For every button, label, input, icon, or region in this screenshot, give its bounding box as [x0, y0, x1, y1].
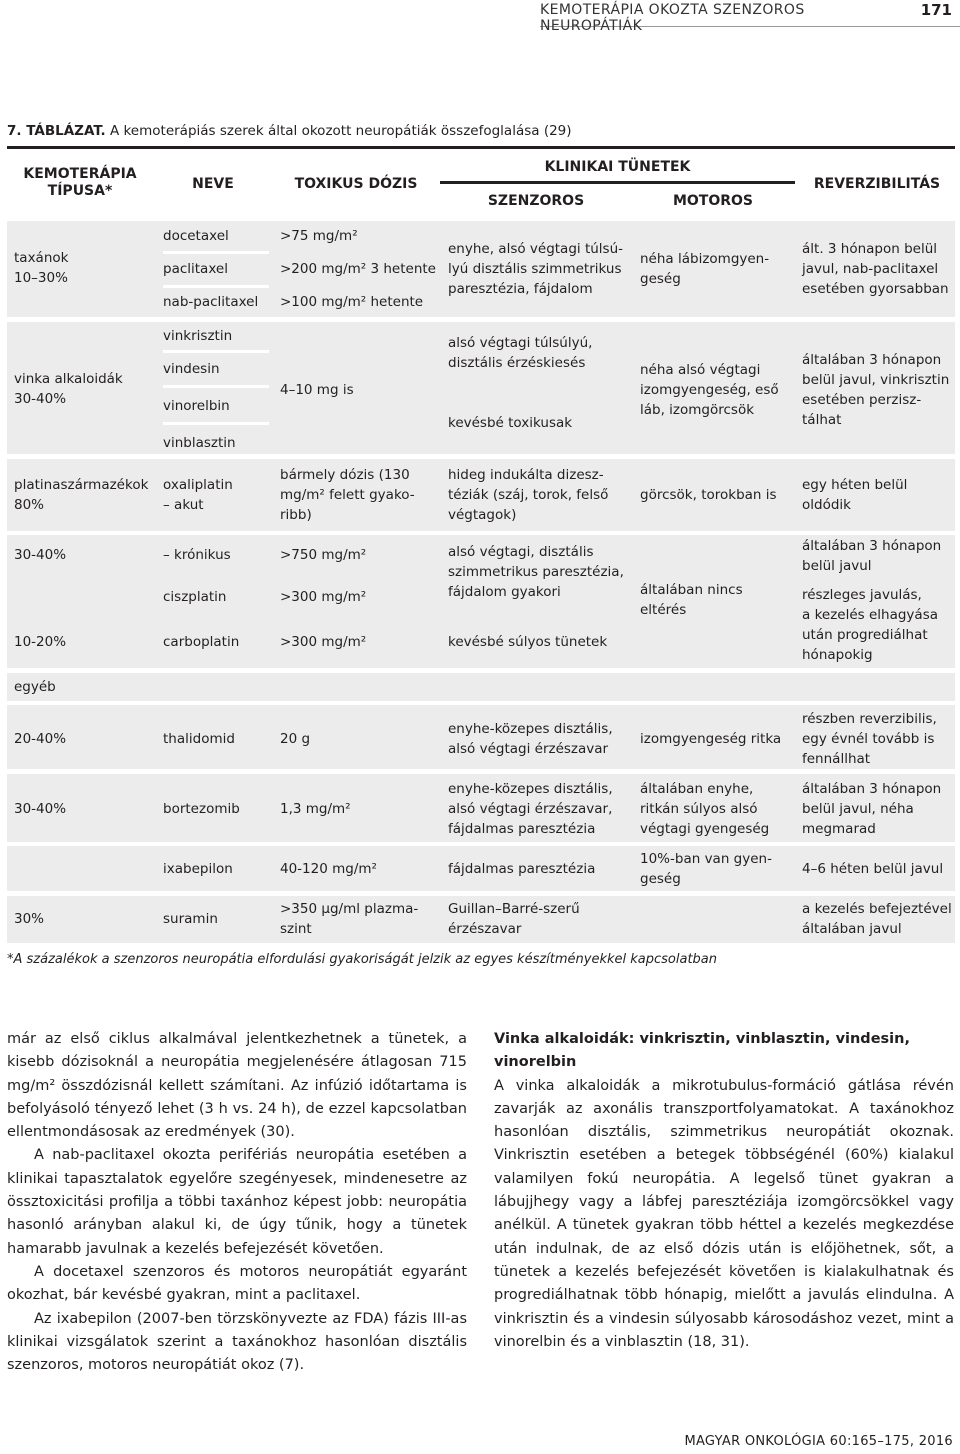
table-caption — [7, 123, 572, 139]
cell-reversibility: általában 3 hónapon belül javul, vinkrisztin esetében perzisz- tálhat — [802, 352, 950, 428]
cell-name: ixabepilon — [163, 861, 233, 877]
cell-type: 10-20% — [14, 634, 67, 650]
cell-motor: általában enyhe, ritkán súlyos alsó végtagi gyengeség — [640, 781, 770, 837]
cell-name: nab-paclitaxel — [163, 294, 259, 310]
cell-sensory: alsó végtagi, disztális szimmetrikus paresztézia, fájdalom gyakori — [448, 544, 624, 600]
table-caption-text: A kemoterápiás szerek által okozott neuropátiák összefoglalása (29) — [105, 123, 572, 139]
header-name: NEVE — [192, 176, 234, 192]
cell-sensory: Guillan–Barré-szerű érzészavar — [448, 901, 580, 937]
cell-sensory: enyhe-közepes disztális, alsó végtagi érzészavar — [448, 721, 613, 757]
cell-name: vinorelbin — [163, 398, 230, 414]
cell-dose: >300 mg/m² — [280, 589, 367, 605]
header-dose: TOXIKUS DÓZIS — [294, 176, 418, 192]
cell-dose: >300 mg/m² — [280, 634, 367, 650]
body-right-column — [494, 1028, 954, 1354]
cell-dose: 20 g — [280, 731, 311, 747]
cell-motor: néha lábizomgyen- geség — [640, 251, 770, 287]
body-paragraph: A docetaxel szenzoros és motoros neuropátiát egyaránt okozhat, bár kevésbé gyakran, mint a paclitaxel. — [7, 1263, 467, 1304]
cell-dose: >75 mg/m² — [280, 228, 358, 244]
subrow-separator — [163, 251, 269, 254]
cell-motor: görcsök, torokban is — [640, 487, 777, 503]
header-clinical-rule — [440, 181, 795, 184]
header-sensory: SZENZOROS — [487, 193, 585, 209]
table-caption-label: 7. TÁBLÁZAT. — [7, 123, 106, 139]
cell-name: vinblasztin — [163, 435, 236, 451]
cell-reversibility: általában 3 hónapon belül javul — [802, 538, 942, 574]
cell-type: 30-40% — [14, 547, 67, 563]
cell-type: egyéb — [14, 679, 56, 695]
row-band-other — [7, 673, 955, 701]
body-paragraph: Az ixabepilon (2007-ben törzskönyvezte az FDA) fázis III-as klinikai vizsgálatok szerint a taxánokhoz hasonlóan disztális szenzoros, motoros neuropátiát okoz (7). — [7, 1310, 467, 1374]
cell-motor: néha alsó végtagi izomgyengeség, eső láb, izomgörcsök — [640, 362, 779, 418]
cell-sensory: enyhe, alsó végtagi túlsú- lyú disztális szimmetrikus paresztézia, fájdalom — [448, 241, 624, 297]
cell-reversibility: 4–6 héten belül javul — [802, 861, 944, 877]
cell-name: ciszplatin — [163, 589, 227, 605]
cell-name: docetaxel — [163, 228, 229, 244]
cell-reversibility: a kezelés befejeztével általában javul — [802, 901, 952, 937]
cell-reversibility: részleges javulás, a kezelés elhagyása után progrediálhat hónapokig — [802, 587, 939, 663]
cell-name: vindesin — [163, 361, 220, 377]
header-type: KEMOTERÁPIA TÍPUSA* — [23, 166, 137, 199]
table-top-rule — [7, 146, 955, 149]
journal-footer: MAGYAR ONKOLÓGIA 60:165–175, 2016 — [684, 1434, 953, 1449]
cell-dose: bármely dózis (130 mg/m² felett gyako- ribb) — [280, 467, 415, 523]
cell-name: carboplatin — [163, 634, 240, 650]
subrow-separator — [163, 385, 269, 388]
cell-motor: általában nincs eltérés — [640, 582, 743, 618]
cell-motor: 10%-ban van gyen- geség — [640, 851, 772, 887]
cell-name: oxaliplatin – akut — [163, 477, 233, 513]
header-reversibility: REVERZIBILITÁS — [813, 176, 941, 192]
body-paragraph: már az első ciklus alkalmával jelentkezhetnek a tünetek, a kisebb dózisoknál a neuropátia megjelenésére átlagosan 715 mg/m² összdózisnál kellett számítani. Az infúzió időtartama is befolyásoló tényező lehet (3 h vs. 24 h), de ezzel kapcsolatban ellentmondásosak az eredmények (30). — [7, 1031, 467, 1141]
cell-type: platinaszármazékok 80% — [14, 477, 149, 513]
table-footnote: *A százalékok a szenzoros neuropátia elfordulási gyakoriságát jelzik az egyes készítményekkel kapcsolatban — [7, 952, 718, 967]
cell-type: 30-40% — [14, 801, 67, 817]
cell-sensory: hideg indukálta dizesz- téziák (száj, torok, felső végtagok) — [448, 467, 609, 523]
running-title: KEMOTERÁPIA OKOZTA SZENZOROS NEUROPÁTIÁK — [540, 2, 805, 34]
cell-type: 20-40% — [14, 731, 67, 747]
cell-dose: >200 mg/m² 3 hetente — [280, 261, 436, 277]
cell-name: vinkrisztin — [163, 328, 233, 344]
cell-reversibility: általában 3 hónapon belül javul, néha megmarad — [802, 781, 942, 837]
cell-sensory: alsó végtagi túlsúlyú, disztális érzéskiesés — [448, 335, 593, 371]
cell-dose: 1,3 mg/m² — [280, 801, 351, 817]
page-number: 171 — [920, 1, 952, 19]
cell-name: bortezomib — [163, 801, 240, 817]
body-paragraph: A vinka alkaloidák a mikrotubulus-formáció gátlása révén zavarják az axonális transzportfolyamatokat. A taxánokhoz hasonlóan disztális, szimmetrikus neuropátiát okoznak. Vinkrisztin esetében a betegek többségénél (60%) kialakul valamilyen fokú neuropátia. A legelső tünet gyakran a lábujjhegy vagy a lábfej paresztéziája izomgörcsökkel vagy anélkül. A tünetek gyakran több héttel a kezelés megkezdése után indulnak, de az első dózis után is előjöhetnek, sőt, a tünetek a kezelés befejezését követően is kialakulhatnak és progrediálhatnak több hónapig, mielőtt a javulás elindulna. A vinkrisztin és a vindesin súlyosabb károsodáshoz vezet, mint a vinorelbin és a vinblasztin (18, 31). — [494, 1077, 954, 1350]
cell-name: thalidomid — [163, 731, 235, 747]
subrow-separator — [163, 350, 269, 353]
cell-dose: >100 mg/m² hetente — [280, 294, 424, 310]
cell-name: – krónikus — [163, 547, 231, 563]
header-clinical: KLINIKAI TÜNETEK — [544, 159, 691, 175]
cell-dose: 4–10 mg is — [280, 382, 354, 398]
cell-motor: izomgyengeség ritka — [640, 731, 782, 747]
cell-reversibility: ált. 3 hónapon belül javul, nab-paclitaxel esetében gyorsabban — [802, 241, 949, 297]
section-heading: Vinka alkaloidák: vinkrisztin, vinblasztin, vindesin, vinorelbin — [494, 1031, 910, 1071]
header-motor: MOTOROS — [672, 193, 754, 209]
cell-type: 30% — [14, 911, 45, 927]
running-header — [540, 0, 960, 34]
subrow-separator — [163, 422, 269, 425]
cell-dose: 40-120 mg/m² — [280, 861, 377, 877]
cell-sensory: enyhe-közepes disztális, alsó végtagi érzészavar, fájdalmas paresztézia — [448, 781, 613, 837]
cell-dose: >750 mg/m² — [280, 547, 367, 563]
body-paragraph: A nab-paclitaxel okozta perifériás neuropátia esetében a klinikai tapasztalatok egyelőre szegényesek, mindenesetre az össztoxicitási profilja a többi taxánhoz képest jobb: neuropátia hasonló arányban alakul ki, de úgy tűnik, hogy a tünetek hamarabb javulnak a kezelés befejezését követően. — [7, 1147, 467, 1257]
cell-sensory: fájdalmas paresztézia — [448, 861, 596, 877]
cell-type: vinka alkaloidák 30-40% — [14, 371, 123, 407]
cell-sensory: kevésbé toxikusak — [448, 415, 573, 431]
cell-reversibility: egy héten belül oldódik — [802, 477, 908, 513]
cell-type: taxánok 10–30% — [14, 250, 69, 286]
cell-name: paclitaxel — [163, 261, 228, 277]
body-left-column — [7, 1028, 467, 1377]
cell-reversibility: részben reverzibilis, egy évnél tovább is fennállhat — [802, 711, 937, 767]
cell-name: suramin — [163, 911, 218, 927]
cell-sensory: kevésbé súlyos tünetek — [448, 634, 608, 650]
cell-dose: >350 μg/ml plazma- szint — [280, 901, 419, 937]
subrow-separator — [163, 285, 269, 288]
